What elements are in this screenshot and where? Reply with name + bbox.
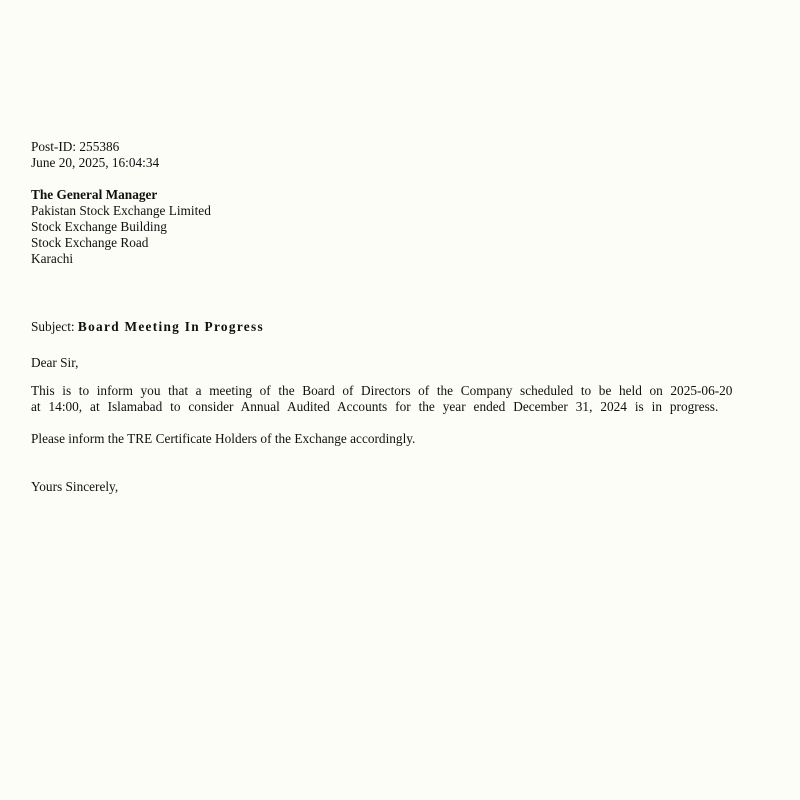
salutation: Dear Sir, (31, 355, 79, 370)
recipient-title: The General Manager (31, 187, 158, 202)
post-id-line (31, 139, 159, 155)
recipient-address (31, 187, 211, 267)
subject-text: Board Meeting In Progress (77, 319, 264, 334)
body-paragraph-1-line-1: This is to inform you that a meeting of the Board of Directors of the Company scheduled to be held on 2025-06-20 (31, 383, 733, 398)
body-paragraph-2: Please inform the TRE Certificate Holders of the Exchange accordingly. (31, 431, 416, 446)
subject-line (31, 319, 264, 335)
closing: Yours Sincerely, (31, 479, 119, 494)
post-id-label: Post-ID: (31, 139, 77, 154)
post-meta (31, 139, 159, 171)
post-datetime: June 20, 2025, 16:04:34 (31, 155, 160, 170)
recipient-building: Stock Exchange Building (31, 219, 167, 234)
subject-label: Subject: (31, 319, 75, 334)
recipient-company: Pakistan Stock Exchange Limited (31, 203, 211, 218)
recipient-city: Karachi (31, 251, 74, 266)
body-paragraph-1-line-2: at 14:00, at Islamabad to consider Annual Audited Accounts for the year ended December 31, 2024 is in progress. (31, 399, 719, 414)
recipient-street: Stock Exchange Road (31, 235, 149, 250)
body-paragraph-1 (31, 383, 732, 415)
post-id-value: 255386 (79, 139, 120, 154)
